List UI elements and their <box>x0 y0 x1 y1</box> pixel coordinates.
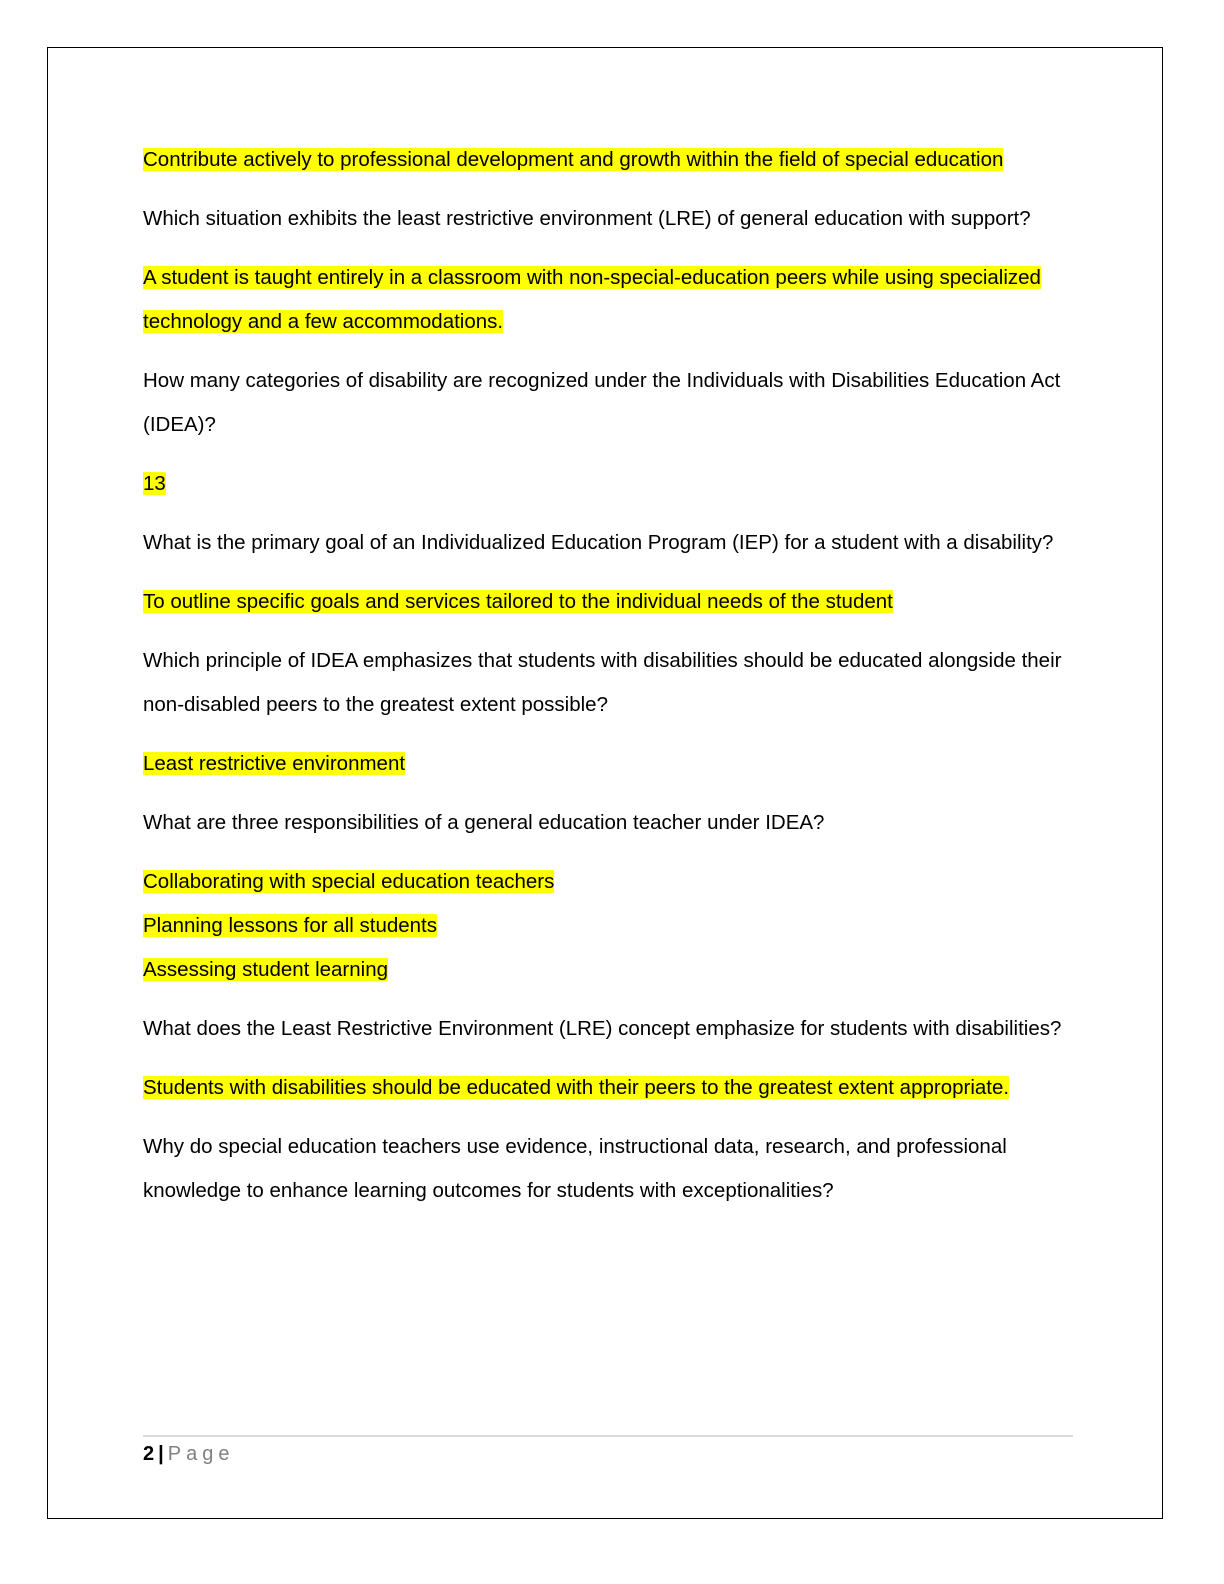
question-text: What is the primary goal of an Individualized Education Program (IEP) for a student with a disability? <box>143 531 1054 554</box>
question-text: How many categories of disability are recognized under the Individuals with Disabilities Education Act (IDEA)? <box>143 369 1061 436</box>
paragraph <box>143 256 1078 344</box>
paragraph <box>143 639 1078 727</box>
paragraph <box>143 138 1078 182</box>
paragraph <box>143 948 1078 992</box>
paragraph <box>143 521 1078 565</box>
paragraph <box>143 1066 1078 1110</box>
paragraph <box>143 860 1078 904</box>
paragraph <box>143 1007 1078 1051</box>
question-text: Which principle of IDEA emphasizes that students with disabilities should be educated alongside their non-disabled peers to the greatest extent possible? <box>143 649 1062 716</box>
highlighted-text: Students with disabilities should be educated with their peers to the greatest extent appropriate. <box>143 1076 1010 1099</box>
question-text: Why do special education teachers use evidence, instructional data, research, and professional knowledge to enhance learning outcomes for students with exceptionalities? <box>143 1135 1007 1202</box>
highlighted-text: Planning lessons for all students <box>143 914 438 937</box>
page-number: 2 <box>143 1443 155 1465</box>
highlighted-text: Assessing student learning <box>143 958 389 981</box>
question-text: What are three responsibilities of a general education teacher under IDEA? <box>143 811 825 834</box>
page-footer <box>143 1440 234 1468</box>
paragraph <box>143 801 1078 845</box>
highlighted-text: Least restrictive environment <box>143 752 406 775</box>
highlighted-text: Collaborating with special education teachers <box>143 870 555 893</box>
footer-separator: | <box>158 1443 164 1465</box>
page-label: Page <box>167 1443 235 1465</box>
highlighted-text: To outline specific goals and services tailored to the individual needs of the student <box>143 590 893 613</box>
paragraph <box>143 1125 1078 1213</box>
paragraph <box>143 742 1078 786</box>
footer-rule <box>143 1435 1073 1437</box>
paragraph <box>143 197 1078 241</box>
document-body <box>143 138 1078 1228</box>
highlighted-text: Contribute actively to professional development and growth within the field of special education <box>143 148 1004 171</box>
paragraph <box>143 580 1078 624</box>
question-text: Which situation exhibits the least restrictive environment (LRE) of general education with support? <box>143 207 1031 230</box>
question-text: What does the Least Restrictive Environment (LRE) concept emphasize for students with disabilities? <box>143 1017 1062 1040</box>
paragraph <box>143 359 1078 447</box>
highlighted-text: A student is taught entirely in a classroom with non-special-education peers while using specialized technology and a few accommodations. <box>143 266 1041 333</box>
highlighted-text: 13 <box>143 472 166 495</box>
paragraph <box>143 462 1078 506</box>
paragraph <box>143 904 1078 948</box>
